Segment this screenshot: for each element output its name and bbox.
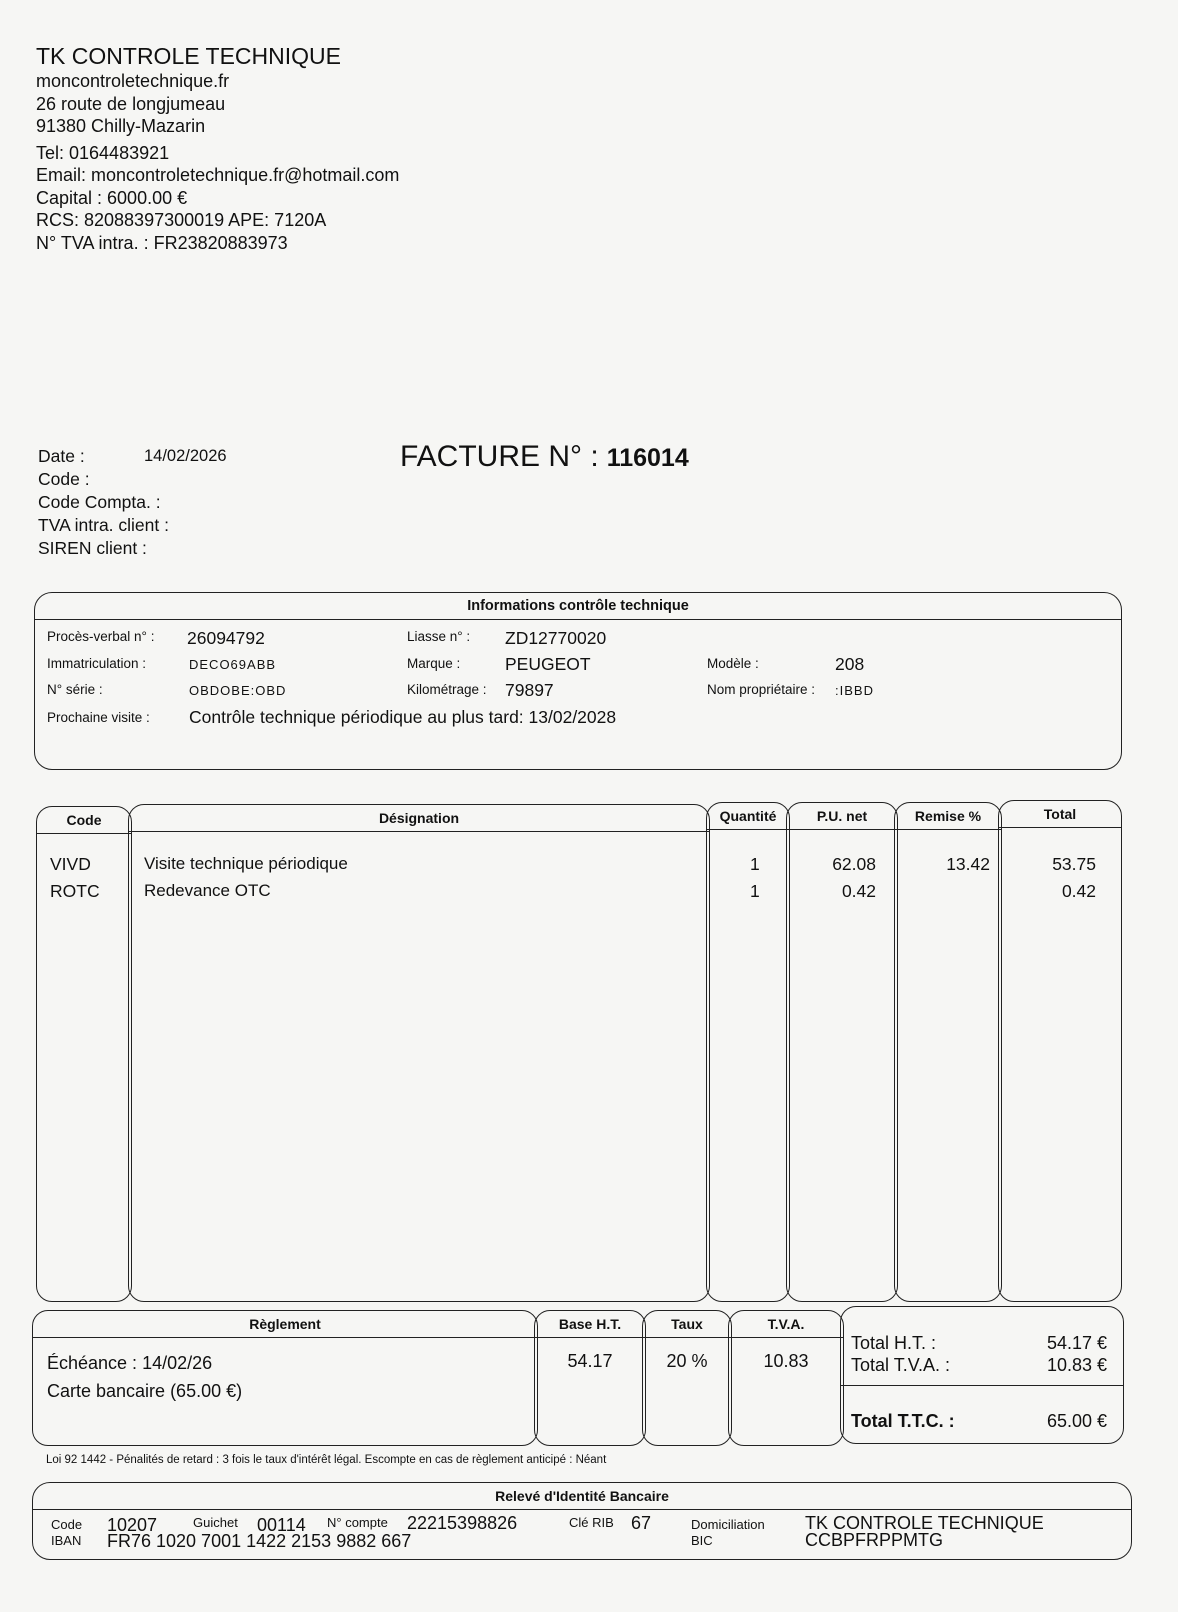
row1-designation: Visite technique périodique	[144, 854, 348, 873]
ct-info-box	[34, 592, 1122, 770]
date-label: Date :	[38, 446, 85, 466]
prochaine-value: Contrôle technique périodique au plus tard: 13/02/2028	[189, 707, 617, 727]
rib-cle-label: Clé RIB	[569, 1515, 614, 1530]
rib-compte-label: N° compte	[327, 1515, 388, 1530]
marque-label: Marque :	[407, 656, 461, 671]
siren-client-label: SIREN client :	[38, 538, 147, 558]
km-value: 79897	[505, 680, 554, 700]
rib-domiciliation-value: TK CONTROLE TECHNIQUE	[805, 1513, 1044, 1533]
invoice-title-label: FACTURE N° :	[400, 440, 599, 473]
rib-domiciliation-label: Domiciliation	[691, 1517, 765, 1532]
rib-code-value: 10207	[107, 1515, 158, 1535]
row1-remise: 13.42	[946, 854, 990, 874]
serie-value: OBDOBE:OBD	[189, 683, 287, 698]
row2-quantite: 1	[750, 881, 760, 901]
company-tel: Tel: 0164483921	[36, 142, 170, 163]
company-address-line1: 26 route de longjumeau	[36, 93, 226, 114]
row2-pu: 0.42	[841, 881, 876, 901]
echeance: Échéance : 14/02/26	[47, 1353, 213, 1373]
rib-bic-label: BIC	[691, 1533, 713, 1548]
pv-label: Procès-verbal n° :	[47, 629, 155, 644]
base-ht-value: 54.17	[567, 1351, 613, 1371]
rib-code-label: Code	[51, 1517, 83, 1532]
company-email: Email: moncontroletechnique.fr@hotmail.com	[36, 165, 400, 185]
row2-code: ROTC	[50, 881, 100, 901]
rib-box	[32, 1482, 1132, 1560]
rib-iban-value: FR76 1020 7001 1422 2153 9882 667	[107, 1531, 412, 1551]
km-label: Kilométrage :	[407, 682, 487, 697]
totals-divider	[841, 1385, 1123, 1386]
code-compta-label: Code Compta. :	[38, 492, 161, 512]
base-ht-header: Base H.T.	[535, 1311, 645, 1338]
total-tva-label: Total T.V.A. :	[851, 1355, 951, 1375]
rib-cle-value: 67	[631, 1513, 652, 1533]
company-name: TK CONTROLE TECHNIQUE	[36, 43, 341, 69]
proprietaire-label: Nom propriétaire :	[707, 682, 816, 697]
total-ttc-value: 65.00 €	[1046, 1411, 1107, 1431]
prochaine-label: Prochaine visite :	[47, 710, 150, 725]
code-label: Code :	[38, 469, 90, 489]
tva-client-label: TVA intra. client :	[38, 515, 169, 535]
serie-label: N° série :	[47, 682, 103, 697]
total-ht-value: 54.17 €	[1046, 1333, 1107, 1353]
total-ttc-label: Total T.T.C. :	[851, 1411, 955, 1431]
company-rcs: RCS: 82088397300019 APE: 7120A	[36, 210, 327, 230]
total-header: Total	[999, 801, 1121, 828]
reglement-box	[32, 1310, 538, 1446]
company-capital: Capital : 6000.00 €	[36, 187, 188, 208]
company-tva: N° TVA intra. : FR23820883973	[36, 232, 288, 253]
rib-compte-value: 22215398826	[407, 1513, 518, 1533]
designation-header: Désignation	[129, 805, 709, 832]
taux-box	[642, 1310, 732, 1446]
row2-designation: Redevance OTC	[144, 881, 271, 900]
quantite-header: Quantité	[707, 803, 789, 830]
immat-value: DECO69ABB	[189, 657, 277, 672]
marque-value: PEUGEOT	[505, 654, 591, 674]
rib-bic-value: CCBPFRPPMTG	[805, 1530, 944, 1550]
code-header: Code	[37, 807, 131, 834]
liasse-label: Liasse n° :	[407, 629, 471, 644]
invoice-number: 116014	[606, 444, 689, 472]
reglement-header: Règlement	[33, 1311, 537, 1338]
legal-notice: Loi 92 1442 - Pénalités de retard : 3 fois le taux d'intérêt légal. Escompte en cas de règlement anticipé : Néant	[46, 1454, 607, 1466]
rib-guichet-label: Guichet	[193, 1515, 238, 1530]
taux-value: 20 %	[666, 1351, 708, 1371]
modele-value: 208	[835, 654, 865, 674]
total-tva-value: 10.83 €	[1046, 1355, 1107, 1375]
invoice-meta	[38, 445, 227, 560]
row1-code: VIVD	[50, 854, 91, 874]
row1-quantite: 1	[750, 854, 760, 874]
row1-total: 53.75	[1052, 854, 1096, 874]
rib-header: Relevé d'Identité Bancaire	[33, 1483, 1131, 1510]
pu-header: P.U. net	[787, 803, 897, 830]
invoice-title	[400, 440, 689, 474]
immat-label: Immatriculation :	[47, 656, 147, 671]
invoice-date: 14/02/2026	[144, 447, 227, 465]
ct-info-header: Informations contrôle technique	[35, 593, 1121, 620]
tva-box	[728, 1310, 844, 1446]
row2-total: 0.42	[1061, 881, 1096, 901]
rib-guichet-value: 00114	[257, 1515, 306, 1535]
rib-iban-label: IBAN	[51, 1533, 82, 1548]
row1-pu: 62.08	[832, 854, 876, 874]
payment-method: Carte bancaire (65.00 €)	[47, 1381, 243, 1401]
company-address-line2: 91380 Chilly-Mazarin	[36, 116, 206, 136]
remise-header: Remise %	[895, 803, 1001, 830]
taux-header: Taux	[643, 1311, 731, 1338]
modele-label: Modèle :	[707, 656, 759, 671]
pv-value: 26094792	[187, 628, 265, 648]
liasse-value: ZD12770020	[505, 628, 607, 648]
proprietaire-value: :IBBD	[835, 683, 874, 698]
total-ht-label: Total H.T. :	[851, 1333, 937, 1353]
base-ht-box	[534, 1310, 646, 1446]
company-website: moncontroletechnique.fr	[36, 71, 230, 91]
tva-header: T.V.A.	[729, 1311, 843, 1338]
company-info	[36, 42, 399, 254]
tva-value: 10.83	[763, 1351, 809, 1371]
totals-box	[840, 1306, 1124, 1444]
quantite-column	[706, 802, 790, 1302]
